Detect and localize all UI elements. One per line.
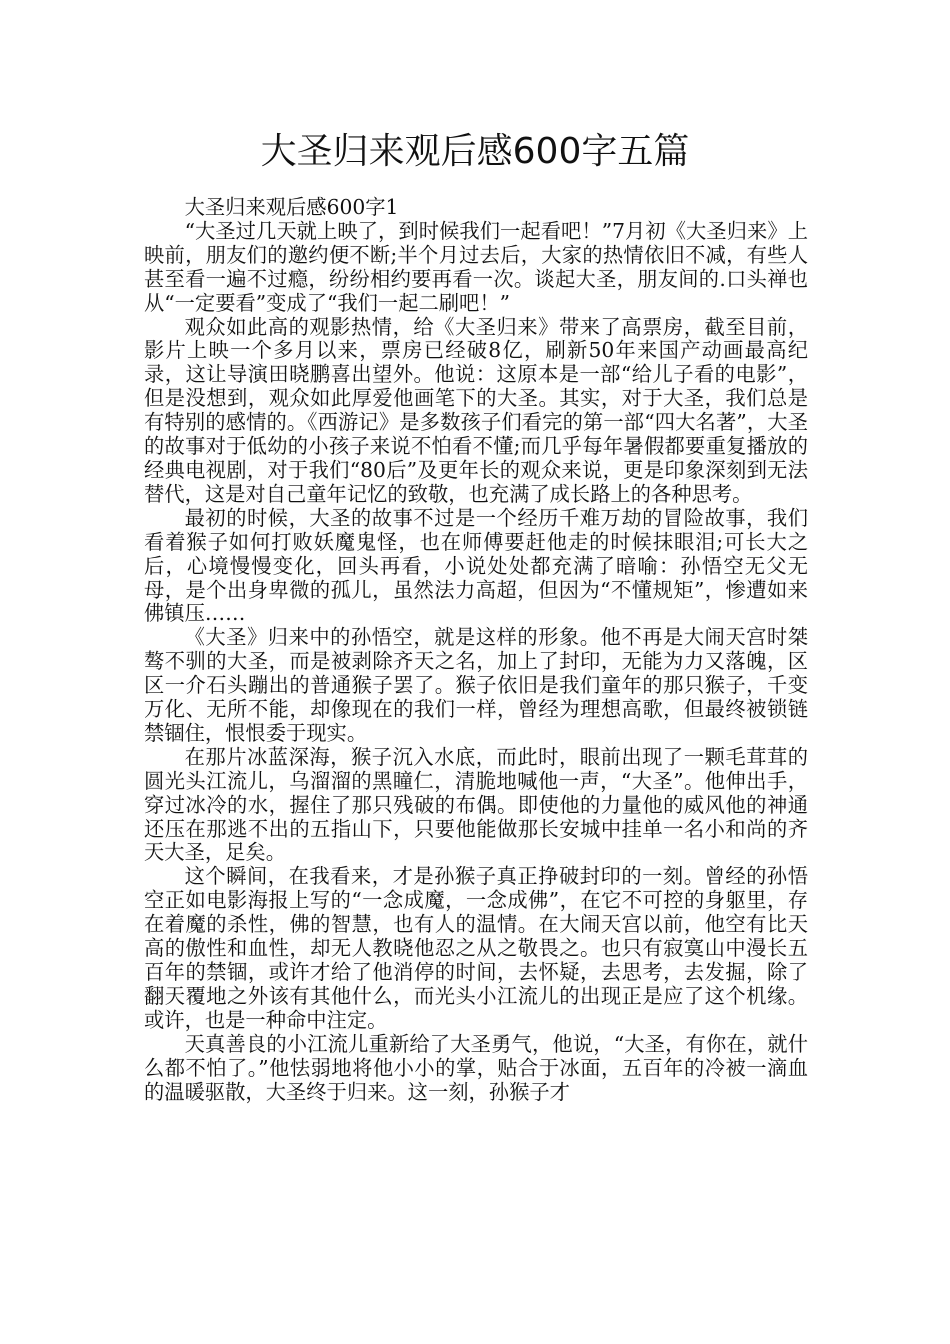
paragraph: 这个瞬间，在我看来，才是孙猴子真正挣破封印的一刻。曾经的孙悟空正如电影海报上写的“一念成魔，一念成佛”，在它不可控的身躯里，存在着魔的杀性，佛的智慧，也有人的温情。在大闹天宫以前，他空有比天高的傲性和血性，却无人教晓他忍之从之敬畏之。也只有寂寞山中漫长五百年的禁锢，或许才给了他消停的时间，去怀疑，去思考，去发掘，除了翻天覆地之外该有其他什么，而光头小江流儿的出现正是应了这个机缘。或许，也是一种命中注定。: [144, 864, 808, 1032]
paragraph: “大圣过几天就上映了，到时候我们一起看吧！”7月初《大圣归来》上映前，朋友们的邀约便不断;半个月过去后，大家的热情依旧不减，有些人甚至看一遍不过瘾，纷纷相约要再看一次。谈起大圣，朋友间的.口头禅也从“一定要看”变成了“我们一起二刷吧！”: [144, 218, 808, 315]
paragraph: 天真善良的小江流儿重新给了大圣勇气，他说，“大圣，有你在，就什么都不怕了。”他怯弱地将他小小的掌，贴合于冰面，五百年的冷被一滴血的温暖驱散，大圣终于归来。这一刻，孙猴子才: [144, 1031, 808, 1104]
paragraph: 《大圣》归来中的孙悟空，就是这样的形象。他不再是大闹天宫时桀骜不驯的大圣，而是被剥除齐天之名，加上了封印，无能为力又落魄，区区一介石头蹦出的普通猴子罢了。猴子依旧是我们童年的那只猴子，千变万化、无所不能，却像现在的我们一样，曾经为理想高歌，但最终被锁链禁锢住，恨恨委于现实。: [144, 625, 808, 745]
paragraph: 最初的时候，大圣的故事不过是一个经历千难万劫的冒险故事，我们看着猴子如何打败妖魔鬼怪，也在师傅要赶他走的时候抹眼泪;可长大之后，心境慢慢变化，回头再看，小说处处都充满了暗喻：孙悟空无父无母，是个出身卑微的孤儿，虽然法力高超，但因为“不懂规矩”，惨遭如来佛镇压……: [144, 505, 808, 626]
paragraph: 在那片冰蓝深海，猴子沉入水底，而此时，眼前出现了一颗毛茸茸的圆光头江流儿，乌溜溜的黑瞳仁，清脆地喊他一声，“大圣”。他伸出手，穿过冰冷的水，握住了那只残破的布偶。即使他的力量他的威风他的神通还压在那逃不出的五指山下，只要他能做那长安城中挂单一名小和尚的齐天大圣，足矣。: [144, 744, 808, 865]
section-heading: 大圣归来观后感600字1: [184, 195, 399, 219]
document-body: [144, 196, 808, 1104]
paragraph: 观众如此高的观影热情，给《大圣归来》带来了高票房，截至目前，影片上映一个多月以来，票房已经破8亿，刷新50年来国产动画最高纪录，这让导演田晓鹏喜出望外。他说：这原本是一部“给儿子看的电影”，但是没想到，观众如此厚爱他画笔下的大圣。其实，对于大圣，我们总是有特别的感情的。《西游记》是多数孩子们看完的第一部“四大名著”，大圣的故事对于低幼的小孩子来说不怕看不懂;而几乎每年暑假都要重复播放的经典电视剧，对于我们“80后”及更年长的观众来说，更是印象深刻到无法替代，这是对自己童年记忆的致敬，也充满了成长路上的各种思考。: [144, 314, 808, 506]
document-title: 大圣归来观后感600字五篇: [260, 131, 690, 172]
